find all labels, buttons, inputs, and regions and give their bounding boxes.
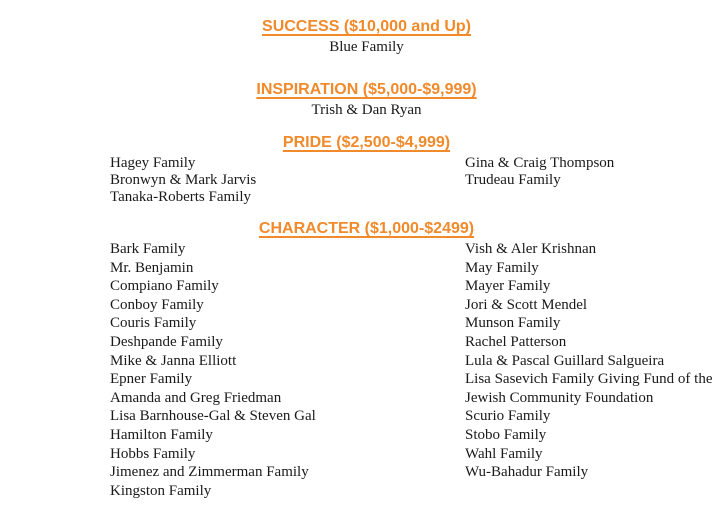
donor-name: May Family — [465, 259, 539, 276]
donor-name: Hagey Family — [110, 155, 196, 171]
donor-name: Vish & Aler Krishnan — [465, 241, 597, 257]
donor-name: Couris Family — [110, 315, 197, 332]
pride-donor-list-right — [465, 155, 614, 189]
donor-name: Wu-Bahadur Family — [465, 464, 589, 481]
donor-name: Scurio Family — [465, 408, 551, 425]
donor-name: Hamilton Family — [110, 426, 213, 443]
inspiration-donor: Trish & Dan Ryan — [311, 102, 422, 118]
donor-name: Hobbs Family — [110, 445, 196, 462]
donor-name: Lisa Sasevich Family Giving Fund of the — [465, 371, 713, 388]
donor-name: Trudeau Family — [465, 172, 561, 188]
donor-name: Wahl Family — [465, 445, 543, 462]
donor-name: Mike & Janna Elliott — [110, 352, 237, 369]
character-donor-list-right — [465, 240, 712, 482]
donor-name: Mr. Benjamin — [110, 259, 194, 276]
donor-name: Deshpande Family — [110, 333, 223, 350]
donor-name: Rachel Patterson — [465, 333, 567, 350]
donor-name: Epner Family — [110, 371, 193, 388]
character-heading: CHARACTER ($1,000-$2499) — [258, 220, 475, 237]
donor-name: Bark Family — [110, 241, 186, 257]
donor-name: Gina & Craig Thompson — [465, 155, 615, 171]
donor-name: Munson Family — [465, 315, 561, 332]
donor-name: Jori & Scott Mendel — [465, 296, 588, 313]
donor-name: Jewish Community Foundation — [465, 389, 654, 406]
donor-name: Lula & Pascal Guillard Salgueira — [465, 352, 665, 369]
donor-name: Mayer Family — [465, 278, 551, 295]
success-donor: Blue Family — [329, 39, 404, 55]
donor-name: Kingston Family — [110, 482, 212, 499]
donor-name: Amanda and Greg Friedman — [110, 389, 282, 406]
donor-name: Lisa Barnhouse-Gal & Steven Gal — [110, 408, 316, 425]
inspiration-heading: INSPIRATION ($5,000-$9,999) — [256, 81, 477, 98]
donor-name: Bronwyn & Mark Jarvis — [110, 172, 257, 188]
character-donor-list-left — [110, 240, 316, 500]
donor-name: Tanaka-Roberts Family — [110, 189, 251, 205]
donor-name: Stobo Family — [465, 426, 547, 443]
pride-heading: PRIDE ($2,500-$4,999) — [282, 134, 451, 151]
donor-name: Compiano Family — [110, 278, 219, 295]
donor-name: Conboy Family — [110, 296, 204, 313]
success-heading: SUCCESS ($10,000 and Up) — [262, 18, 471, 35]
pride-donor-list-left — [110, 155, 256, 206]
donor-name: Jimenez and Zimmerman Family — [110, 464, 309, 481]
